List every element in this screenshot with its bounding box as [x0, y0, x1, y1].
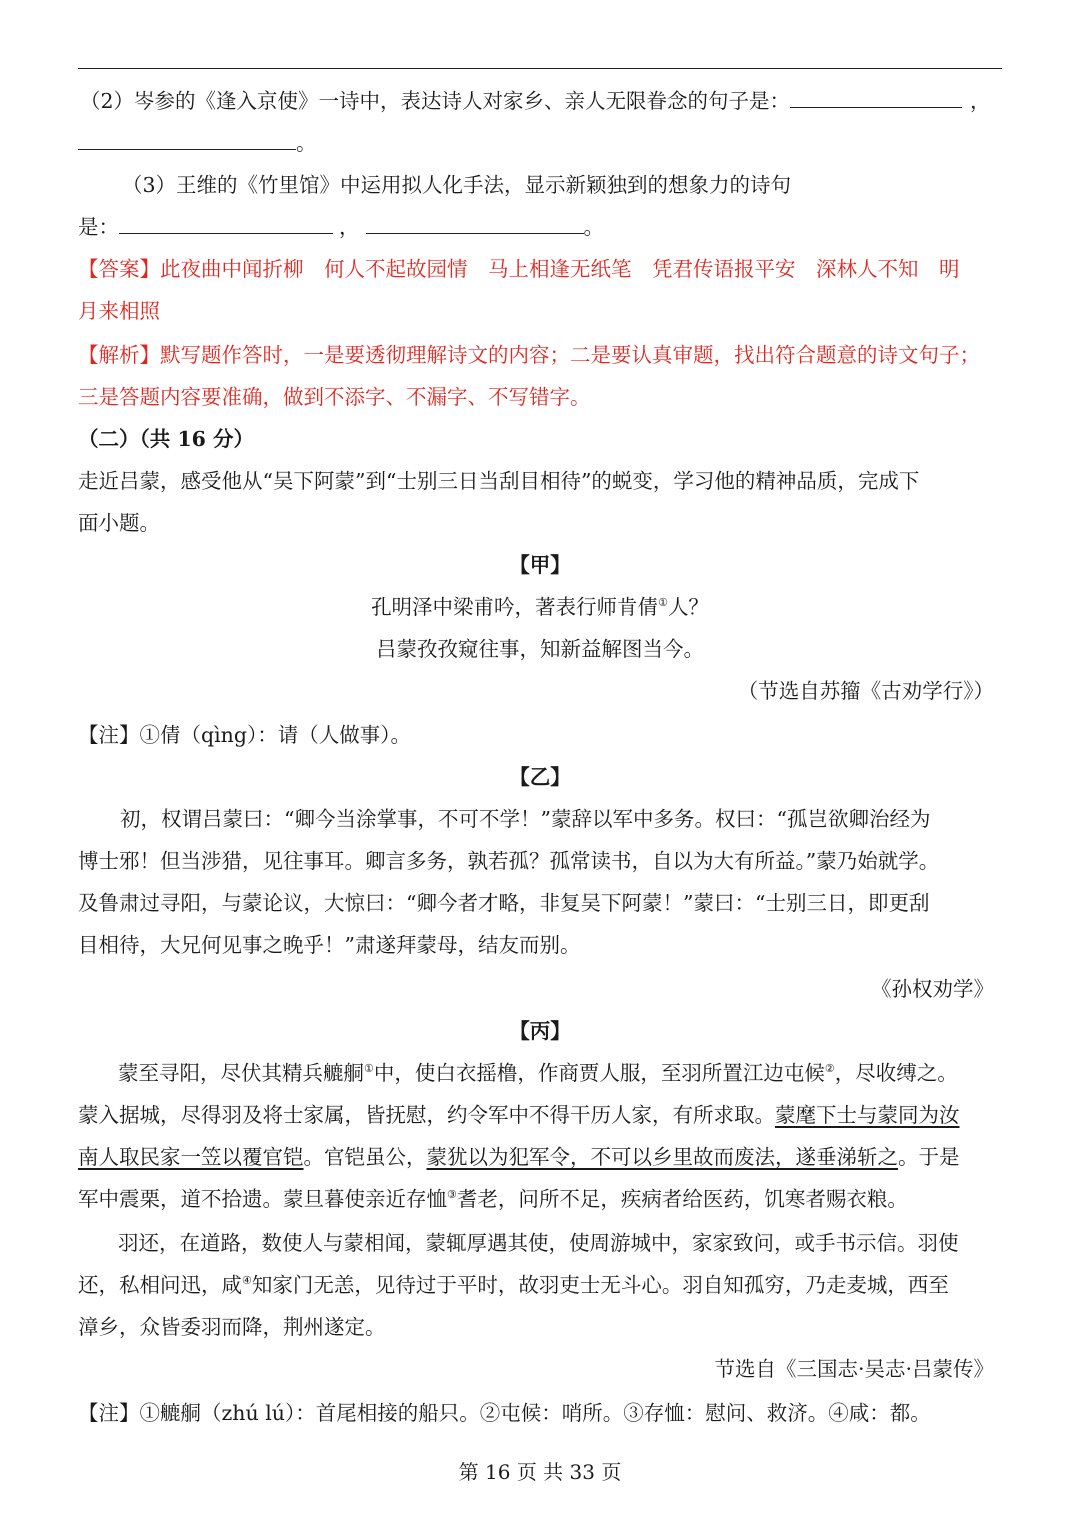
bing-text: 蒙入据城，尽得羽及将士家属，皆抚慰，约令军中不得干历人家，有所求取。 — [78, 1103, 775, 1127]
q3-end: 。 — [583, 215, 604, 239]
section2-title: （二）（共 16 分） — [78, 427, 255, 451]
bing-text: 中，使白衣摇橹，作商贾人服，至羽所置江边屯候 — [373, 1061, 825, 1085]
bing-note: 【注】①𦪇𦨴（zhú lú）：首尾相接的船只。②屯候：哨所。③存恤：慰问、救济。④咸：都。 — [78, 1401, 931, 1425]
footnote-mark: ② — [824, 1062, 835, 1075]
bing-text: 军中震栗，道不拾遗。蒙旦暮使亲近存恤 — [78, 1187, 447, 1211]
q3-prefix: 是： — [78, 215, 119, 239]
bing-p2-line1: 羽还，在道路，数使人与蒙相闻，蒙辄厚遇其使，使周游城中，家家致问，或手书示信。羽使 — [118, 1231, 959, 1255]
analysis-text: 默写题作答时，一是要透彻理解诗文的内容；二是要认真审题，找出符合题意的诗文句子； — [160, 343, 980, 367]
q2-line1 — [80, 86, 991, 116]
q3-comma: ， — [339, 215, 360, 239]
underlined-sentence: 蒙犹以为犯军令，不可以乡里故而废法，遂垂涕斩之 — [426, 1145, 898, 1169]
bing-text: 还，私相问迅，咸 — [78, 1273, 242, 1297]
q3-blank-1[interactable] — [119, 212, 333, 234]
yi-line: 目相待，大兄何见事之晚乎！”肃遂拜蒙母，结友而别。 — [78, 933, 581, 957]
q3-line1: （3）王维的《竹里馆》中运用拟人化手法，显示新颖独到的想象力的诗句 — [122, 173, 792, 197]
underlined-sentence: 蒙麾下士与蒙同为汝 — [775, 1103, 960, 1127]
q3-blank-2[interactable] — [366, 212, 584, 234]
yi-heading: 【乙】 — [509, 765, 571, 789]
yi-source: 《孙权劝学》 — [871, 977, 994, 1001]
bing-text: 耆老，问所不足，疾病者给医药，饥寒者赐衣粮。 — [456, 1187, 908, 1211]
bing-p1-line3 — [78, 1142, 960, 1172]
q2-blank-2[interactable] — [78, 128, 296, 150]
answer-text: 此夜曲中闻折柳 何人不起故园情 马上相逢无纸笔 凭君传语报平安 深林人不知 明 — [160, 257, 960, 281]
yi-line: 及鲁肃过寻阳，与蒙论议，大惊曰：“卿今者才略，非复吴下阿蒙！”蒙曰：“士别三日，即更刮 — [78, 891, 930, 915]
bing-p2-line3: 漳乡，众皆委羽而降，荆州遂定。 — [78, 1315, 386, 1339]
bing-text: 知家门无恙，见待过于平时，故羽吏士无斗心。羽自知孤穷，乃走麦城，西至 — [251, 1273, 949, 1297]
answer-tag: 【答案】 — [78, 257, 160, 281]
jia-poem-line2: 吕蒙孜孜窥往事，知新益解图当今。 — [376, 637, 704, 661]
answer-line2: 月来相照 — [78, 299, 160, 323]
bing-text: 蒙至寻阳，尽伏其精兵𦪇𦨴 — [118, 1061, 364, 1085]
jia-poem-line1-a: 孔明泽中梁甫吟，著表行师肯倩 — [371, 595, 659, 619]
footnote-mark: ③ — [447, 1188, 457, 1201]
footnote-mark: ① — [658, 596, 668, 609]
footnote-mark: ④ — [242, 1274, 252, 1287]
analysis-line1 — [78, 340, 980, 370]
section2-intro-line2: 面小题。 — [78, 511, 160, 535]
q2-comma: ， — [970, 89, 991, 113]
q3-line2 — [78, 212, 604, 242]
bing-p1-line4 — [78, 1184, 908, 1214]
q2-text: （2）岑参的《逢入京使》一诗中，表达诗人对家乡、亲人无限眷念的句子是： — [80, 89, 791, 113]
footnote-mark: ① — [364, 1062, 374, 1075]
jia-poem-line1-b: 人？ — [667, 595, 709, 619]
section2-intro-line1: 走近吕蒙，感受他从“吴下阿蒙”到“士别三日当刮目相待”的蜕变，学习他的精神品质，完成下 — [78, 469, 920, 493]
bing-p1-line2 — [78, 1100, 960, 1130]
bing-source: 节选自《三国志·吴志·吕蒙传》 — [714, 1357, 994, 1381]
bing-text: 。官铠虽公， — [303, 1145, 427, 1169]
jia-source: （节选自苏籀《古劝学行》） — [737, 679, 994, 703]
q2-line2 — [78, 128, 317, 158]
yi-line: 博士邪！但当涉猎，见往事耳。卿言多务，孰若孤？孤常读书，自以为大有所益。”蒙乃始就学。 — [78, 849, 940, 873]
underlined-sentence: 南人取民家一笠以覆官铠 — [78, 1145, 304, 1169]
bing-text: 。于是 — [898, 1145, 960, 1169]
bing-heading: 【丙】 — [509, 1019, 571, 1043]
bing-p1-line1 — [118, 1058, 958, 1088]
jia-heading: 【甲】 — [509, 553, 571, 577]
analysis-line2: 三是答题内容要准确，做到不添字、不漏字、不写错字。 — [78, 385, 591, 409]
bing-text: ，尽收缚之。 — [834, 1061, 958, 1085]
jia-poem-line1 — [78, 592, 1002, 622]
yi-line: 初，权谓吕蒙曰：“卿今当涂掌事，不可不学！”蒙辞以军中多务。权曰：“孤岂欲卿治经为 — [120, 807, 931, 831]
bing-p2-line2 — [78, 1270, 949, 1300]
jia-note: 【注】①倩（qìng）：请（人做事）。 — [78, 723, 412, 747]
answer-line1 — [78, 254, 960, 284]
header-rule — [78, 68, 1002, 69]
page-number: 第 16 页 共 33 页 — [458, 1460, 622, 1484]
analysis-tag: 【解析】 — [78, 343, 160, 367]
q2-end: 。 — [296, 131, 317, 155]
q2-blank-1[interactable] — [790, 86, 962, 108]
